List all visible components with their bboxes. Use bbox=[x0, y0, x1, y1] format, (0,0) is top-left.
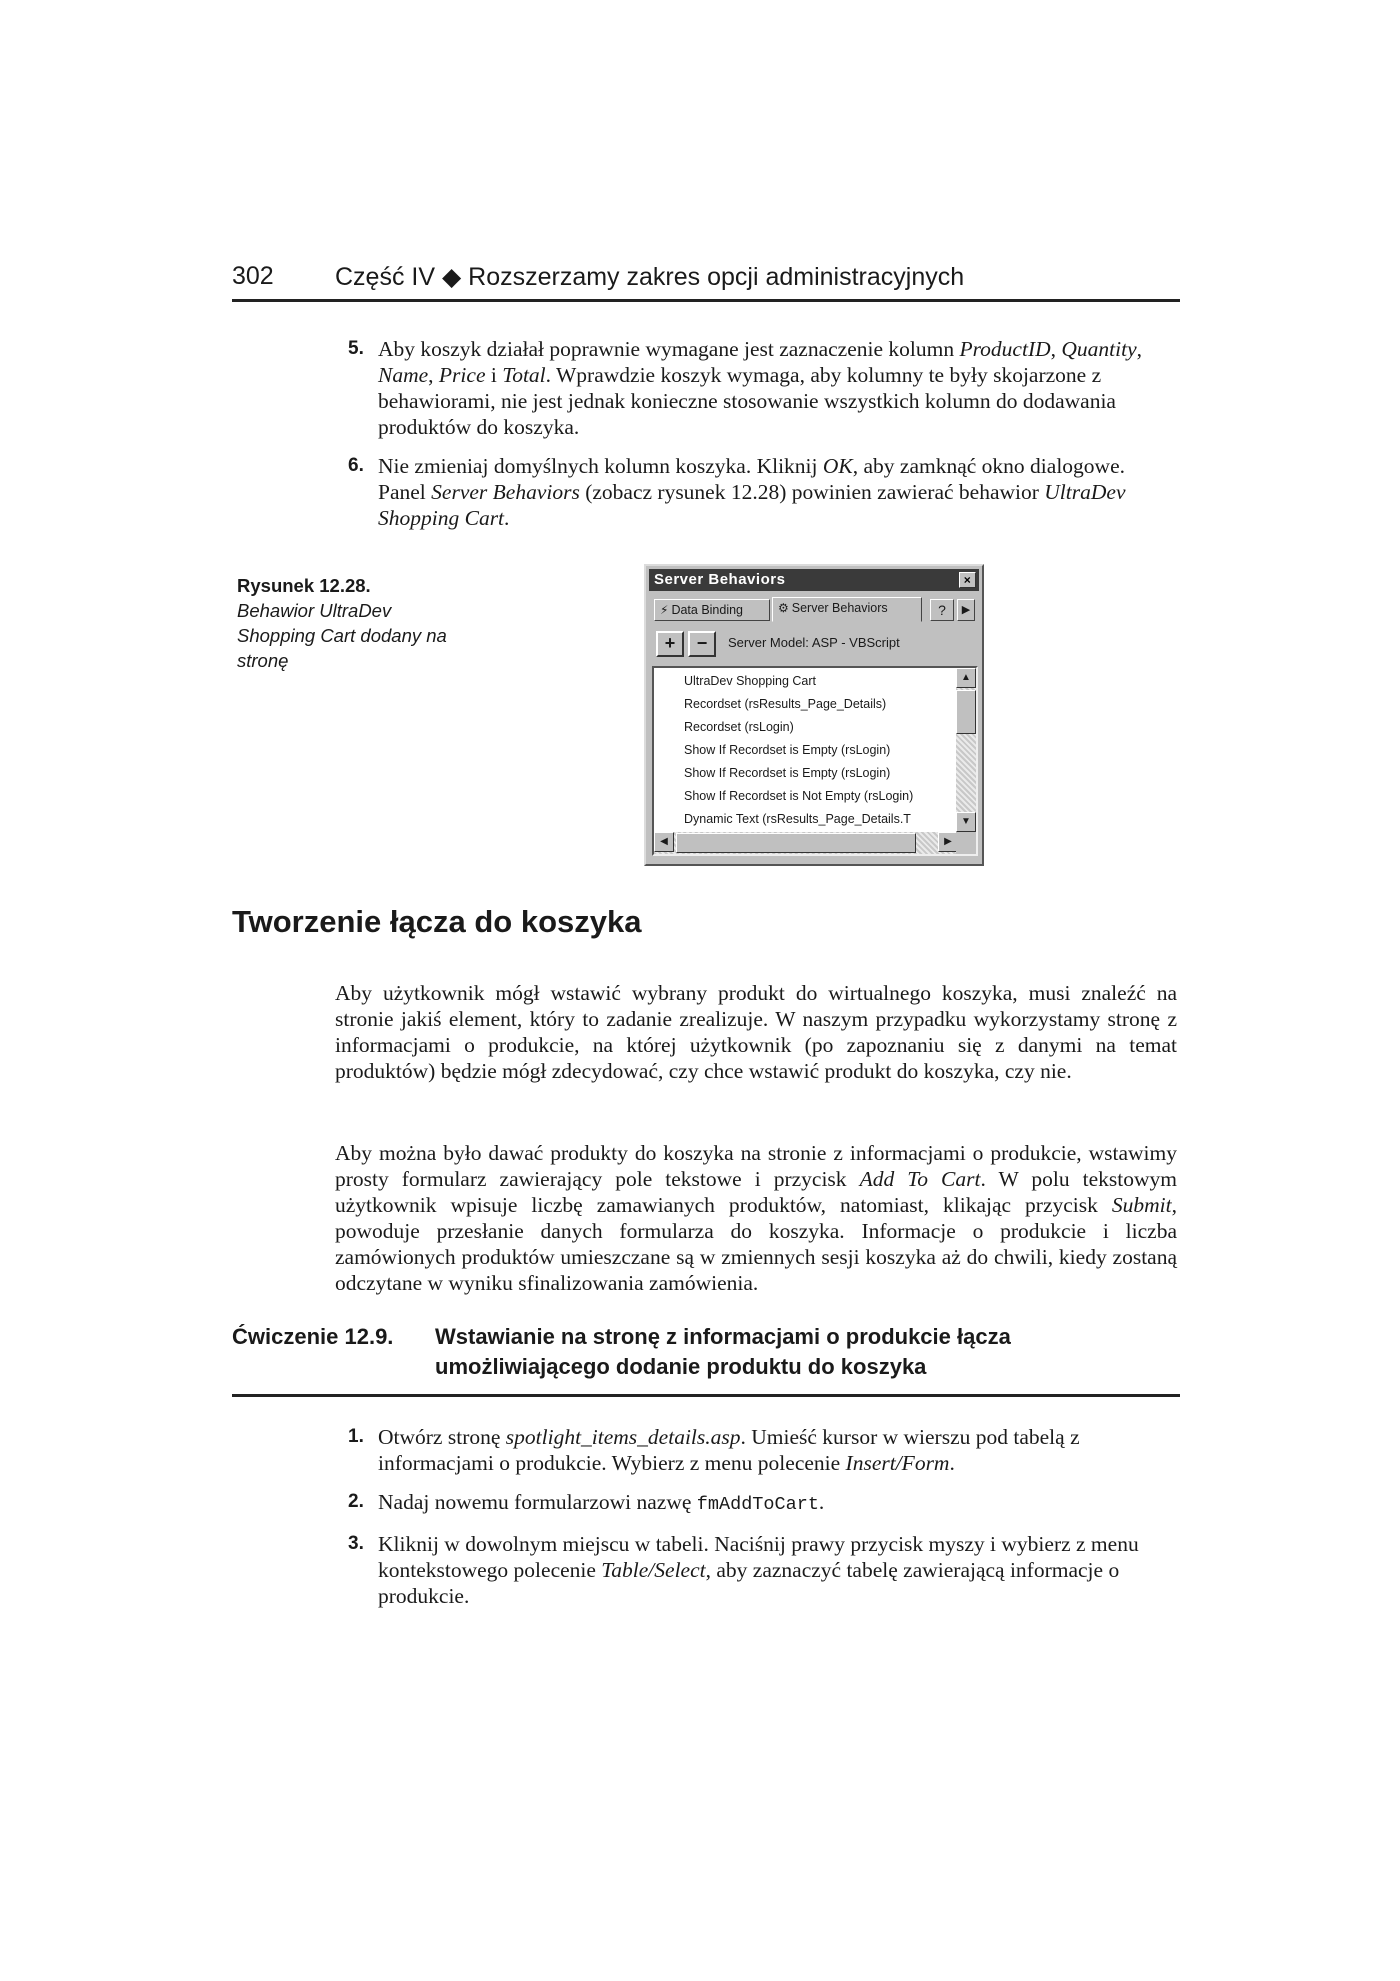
figure-label: Rysunek 12.28. bbox=[237, 575, 371, 596]
term-productid: ProductID bbox=[959, 337, 1051, 361]
steps-bottom-list bbox=[348, 1424, 1148, 1622]
step-text: , aby zaznaczyć tabelę zawierającą informacje o produkcie. bbox=[378, 1558, 1120, 1608]
list-item[interactable]: Recordset (rsLogin) bbox=[684, 720, 794, 734]
code-form-name: fmAddToCart bbox=[696, 1494, 819, 1515]
list-item bbox=[348, 453, 1148, 531]
step-text: Aby koszyk działał poprawnie wymagane jest zaznaczenie kolumn bbox=[378, 337, 960, 361]
paragraph-text: Aby użytkownik mógł wstawić wybrany produkt do wirtualnego koszyka, musi znaleźć na stronie jakiś element, który to zadanie zrealizuje. W naszym przypadku wykorzystamy stronę z informacjami o produkcie, na której użytkownik (po zapoznaniu się z danymi na temat produktów) będzie mógł zdecydować, czy chce wstawić produkt do koszyka, czy nie. bbox=[335, 981, 1177, 1083]
panel-title: Server Behaviors bbox=[654, 571, 786, 588]
list-item bbox=[348, 1531, 1148, 1609]
paragraph-text: . W polu tekstowym użytkownik wpisuje liczbę zamawianych produktów, natomiast, klikając przycisk bbox=[335, 1167, 1177, 1217]
scroll-up-icon[interactable]: ▲ bbox=[956, 668, 976, 688]
step-text: , bbox=[428, 363, 439, 387]
remove-behavior-button[interactable]: − bbox=[688, 631, 716, 657]
exercise-heading bbox=[232, 1322, 1180, 1397]
term-total: Total bbox=[502, 363, 546, 387]
server-model-label: Server Model: ASP - VBScript bbox=[728, 635, 900, 650]
steps-top-list bbox=[348, 336, 1148, 544]
panel-title-bar bbox=[649, 569, 979, 591]
step-text: Otwórz stronę bbox=[378, 1425, 506, 1449]
panel-tabs bbox=[652, 597, 978, 623]
term-name: Name bbox=[378, 363, 429, 387]
step-number: 2. bbox=[348, 1491, 364, 1512]
step-number: 5. bbox=[348, 338, 364, 359]
list-item[interactable]: Show If Recordset is Empty (rsLogin) bbox=[684, 766, 891, 780]
term-server-behaviors: Server Behaviors bbox=[431, 480, 580, 504]
term-add-to-cart: Add To Cart bbox=[859, 1167, 981, 1191]
list-item bbox=[348, 1424, 1148, 1476]
term-quantity: Quantity bbox=[1061, 337, 1137, 361]
running-head: Część IV ◆ Rozszerzamy zakres opcji administracyjnych bbox=[335, 263, 965, 291]
step-number: 3. bbox=[348, 1533, 364, 1554]
tab-server-behaviors[interactable] bbox=[772, 597, 922, 622]
list-item[interactable]: Recordset (rsResults_Page_Details) bbox=[684, 697, 887, 711]
step-text: Nadaj nowemu formularzowi nazwę bbox=[378, 1490, 697, 1514]
body-paragraph bbox=[335, 1140, 1177, 1296]
term-insert-form: Insert/Form bbox=[845, 1451, 950, 1475]
section-title: Tworzenie łącza do koszyka bbox=[232, 904, 642, 939]
vertical-scrollbar[interactable] bbox=[956, 668, 976, 832]
body-paragraph bbox=[335, 980, 1177, 1084]
step-number: 6. bbox=[348, 455, 364, 476]
step-text: (zobacz rysunek 12.28) powinien zawierać behawior bbox=[579, 480, 1045, 504]
page-header bbox=[232, 262, 1180, 302]
list-item bbox=[348, 1489, 1148, 1518]
list-item[interactable]: Dynamic Text (rsResults_Page_Details.T bbox=[684, 812, 911, 826]
paragraph-text: Aby można było dawać produkty do koszyka na stronie z informacjami o produkcie, wstawimy prosty formularz zawierający pole tekstowe i przycisk bbox=[335, 1141, 1177, 1191]
scroll-left-icon[interactable]: ◀ bbox=[654, 832, 674, 852]
step-text: , bbox=[1136, 337, 1143, 361]
server-behaviors-panel bbox=[644, 564, 984, 866]
scroll-thumb-horizontal[interactable] bbox=[676, 833, 916, 853]
step-text: . Umieść kursor w wierszu pod tabelą z informacjami o produkcie. Wybierz z menu polecenie bbox=[378, 1425, 1080, 1475]
term-table-select: Table/Select bbox=[601, 1558, 706, 1582]
term-ultradev-cart: UltraDev Shopping Cart bbox=[378, 480, 1126, 530]
term-submit: Submit bbox=[1111, 1193, 1172, 1217]
list-item[interactable]: UltraDev Shopping Cart bbox=[684, 674, 817, 688]
tab-label: Data Binding bbox=[671, 603, 744, 617]
figure-caption bbox=[237, 573, 457, 673]
figure-caption-text: Behawior UltraDev Shopping Cart dodany na stronę bbox=[237, 600, 447, 671]
exercise-label: Ćwiczenie 12.9. bbox=[232, 1324, 394, 1349]
step-text: . bbox=[504, 506, 510, 530]
tab-scroll-right-icon[interactable]: ▶ bbox=[957, 599, 975, 621]
exercise-title: Wstawianie na stronę z informacjami o produkcie łącza umożliwiającego dodanie produktu do koszyka bbox=[435, 1324, 1011, 1379]
scroll-down-icon[interactable]: ▼ bbox=[956, 812, 976, 832]
behaviors-list bbox=[652, 666, 978, 856]
paragraph-text: , powoduje przesłanie danych formularza do koszyka. Informacje o produkcie i liczba zamówionych produktów umieszczane są w zmiennych sesji koszyka aż do chwili, kiedy zostaną odczytane w wyniku sfinalizowania zamówienia. bbox=[335, 1193, 1177, 1295]
step-text: . bbox=[818, 1490, 825, 1514]
step-text: i bbox=[485, 363, 503, 387]
tab-label: Server Behaviors bbox=[791, 601, 888, 615]
help-button[interactable]: ? bbox=[930, 599, 954, 621]
behaviors-list-items bbox=[684, 670, 954, 831]
page-number: 302 bbox=[232, 262, 274, 290]
step-text: Nie zmieniaj domyślnych kolumn koszyka. Kliknij bbox=[378, 454, 823, 478]
close-icon[interactable]: × bbox=[959, 572, 976, 588]
step-number: 1. bbox=[348, 1426, 364, 1447]
tab-data-binding[interactable] bbox=[654, 599, 770, 621]
term-filename: spotlight_items_details.asp bbox=[505, 1425, 741, 1449]
scroll-right-icon[interactable]: ▶ bbox=[938, 832, 958, 852]
horizontal-scrollbar[interactable] bbox=[654, 832, 958, 854]
step-text: Kliknij w dowolnym miejscu w tabeli. Naciśnij prawy przycisk myszy i wybierz z menu kontekstowego polecenie bbox=[378, 1532, 1139, 1582]
resize-grip-icon[interactable] bbox=[956, 832, 976, 854]
gear-icon: ⚙ bbox=[778, 601, 789, 615]
term-price: Price bbox=[438, 363, 486, 387]
panel-toolbar bbox=[652, 631, 978, 659]
list-item bbox=[348, 336, 1148, 440]
scroll-thumb[interactable] bbox=[956, 690, 976, 734]
list-item[interactable]: Show If Recordset is Empty (rsLogin) bbox=[684, 743, 891, 757]
step-text: , bbox=[1050, 337, 1062, 361]
add-behavior-button[interactable]: + bbox=[656, 631, 684, 657]
lightning-icon: ⚡ bbox=[660, 603, 669, 617]
step-text: . Wprawdzie koszyk wymaga, aby kolumny te były skojarzone z behawiorami, nie jest jednak konieczne stosowanie wszystkich kolumn do dodawania produktów do koszyka. bbox=[378, 363, 1116, 439]
step-text: , aby zamknąć okno dialogowe. Panel bbox=[378, 454, 1125, 504]
term-ok: OK bbox=[822, 454, 853, 478]
list-item[interactable]: Show If Recordset is Not Empty (rsLogin) bbox=[684, 789, 914, 803]
step-text: . bbox=[949, 1451, 955, 1475]
